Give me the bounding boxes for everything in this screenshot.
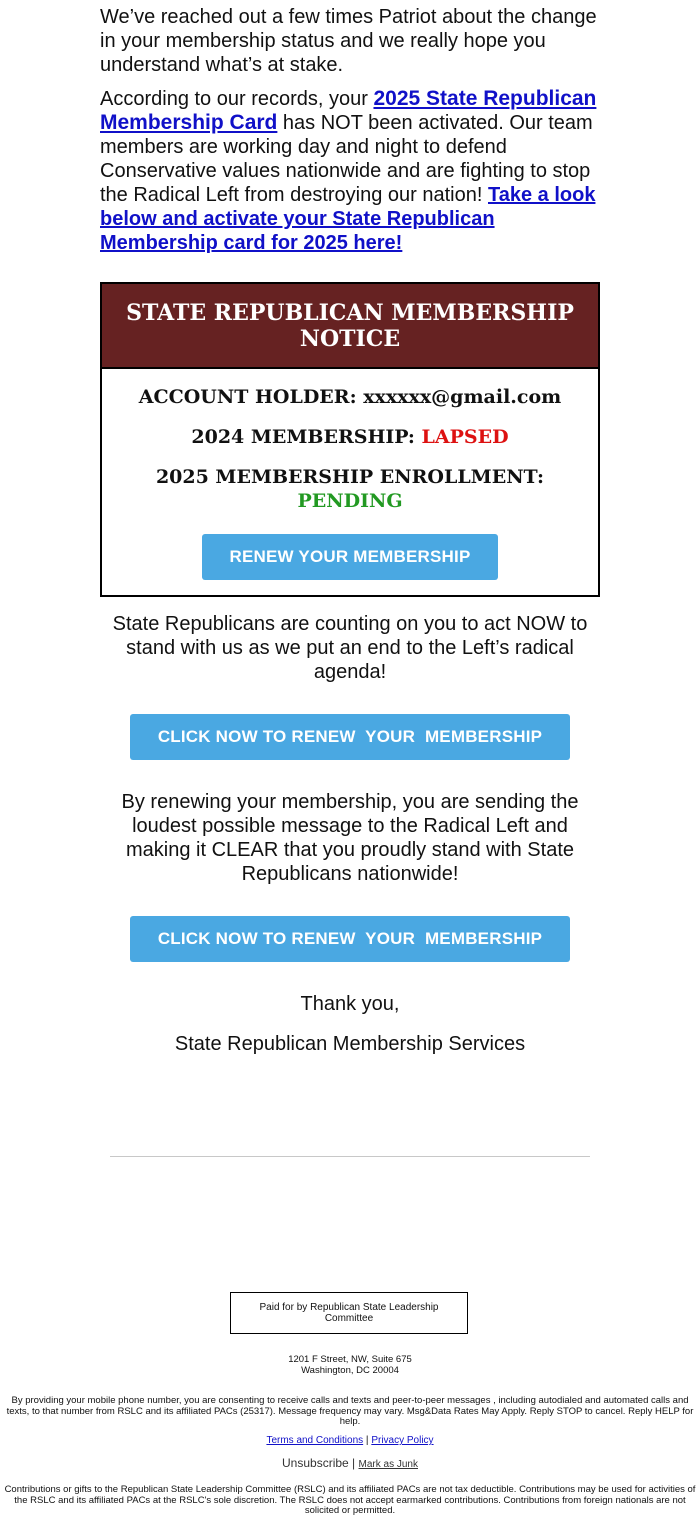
policy-links — [0, 1435, 700, 1447]
contribution-disclaimer: Contributions or gifts to the Republican State Leadership Committee (RSLC) and its affiliated PACs are not tax deductible. Contributions may be used for activities of the RSLC and its affiliated PACs at the RSLC's sole discretion. The RSLC does not accept earmarked contributions. Contributions from foreign nationals are not solicited or permitted. — [4, 1484, 696, 1516]
paid-for-box — [230, 1292, 468, 1334]
address-line-2: Washington, DC 20004 — [301, 1364, 399, 1376]
links-separator: | — [363, 1435, 372, 1446]
renew-now-button-1[interactable]: CLICK NOW TO RENEW YOUR MEMBERSHIP — [130, 714, 570, 760]
sms-consent-text: By providing your mobile phone number, you are consenting to receive calls and texts and peer-to-peer messages , including autodialed and automated calls and texts, to that number from RSLC and its affiliated PACs (25317). Message frequency may vary. Msg&Data Rates May Apply. Reply STOP to cancel. Reply HELP for help. — [6, 1395, 694, 1427]
unsubscribe-row — [0, 1456, 700, 1472]
paid-for-text: Paid for by Republican State Leadership Committee — [259, 1302, 439, 1324]
enrollment-2025-line — [102, 465, 598, 513]
lapsed-status: LAPSED — [421, 426, 509, 448]
intro-paragraph-2 — [100, 87, 600, 255]
membership-notice-box — [100, 282, 600, 597]
unsubscribe-link[interactable]: Unsubscribe — [282, 1456, 349, 1470]
intro-text-part-1: According to our records, your — [100, 88, 374, 110]
account-holder-line: ACCOUNT HOLDER: xxxxxx@gmail.com — [138, 386, 562, 408]
pending-status: PENDING — [297, 490, 403, 512]
terms-link[interactable]: Terms and Conditions — [266, 1435, 364, 1446]
renew-now-button-2[interactable]: CLICK NOW TO RENEW YOUR MEMBERSHIP — [130, 916, 570, 962]
signoff-text: State Republican Membership Services — [174, 1033, 526, 1055]
renewing-message-text: By renewing your membership, you are sending the loudest possible message to the Radical Left and making it CLEAR that you proudly stand with State Republicans nationwide! — [121, 791, 579, 885]
notice-header — [102, 284, 598, 369]
renew-membership-button[interactable]: RENEW YOUR MEMBERSHIP — [202, 534, 498, 580]
privacy-link[interactable]: Privacy Policy — [371, 1435, 434, 1446]
activate-card-link[interactable]: Take a look below and activate your State Republican Membership card for 2025 here! — [100, 184, 596, 254]
membership-2024-label: 2024 MEMBERSHIP: — [191, 426, 422, 448]
membership-card-link[interactable]: 2025 State Republican Membership Card — [100, 87, 597, 134]
unsub-separator: | — [348, 1456, 359, 1470]
intro-section — [100, 5, 600, 265]
mark-as-junk-link[interactable]: Mark as Junk — [358, 1459, 418, 1470]
notice-title: STATE REPUBLICAN MEMBERSHIP NOTICE — [126, 299, 574, 352]
footer-divider — [110, 1156, 590, 1157]
enrollment-2025-label: 2025 MEMBERSHIP ENROLLMENT: — [155, 466, 545, 488]
counting-on-you-text: State Republicans are counting on you to act NOW to stand with us as we put an end to the Left’s radical agenda! — [112, 613, 588, 683]
intro-text-part-2: has NOT been activated. Our team members are working day and night to defend Conservative values nationwide and are fighting to stop the Radical Left from destroying our nation! — [100, 112, 593, 206]
membership-2024-line — [102, 425, 598, 449]
address-line-1: 1201 F Street, NW, Suite 675 — [288, 1354, 412, 1365]
intro-paragraph-1: We’ve reached out a few times Patriot about the change in your membership status and we really hope you understand what’s at stake. — [100, 6, 597, 76]
mailing-address — [0, 1355, 700, 1376]
thank-you-text: Thank you, — [300, 993, 400, 1015]
